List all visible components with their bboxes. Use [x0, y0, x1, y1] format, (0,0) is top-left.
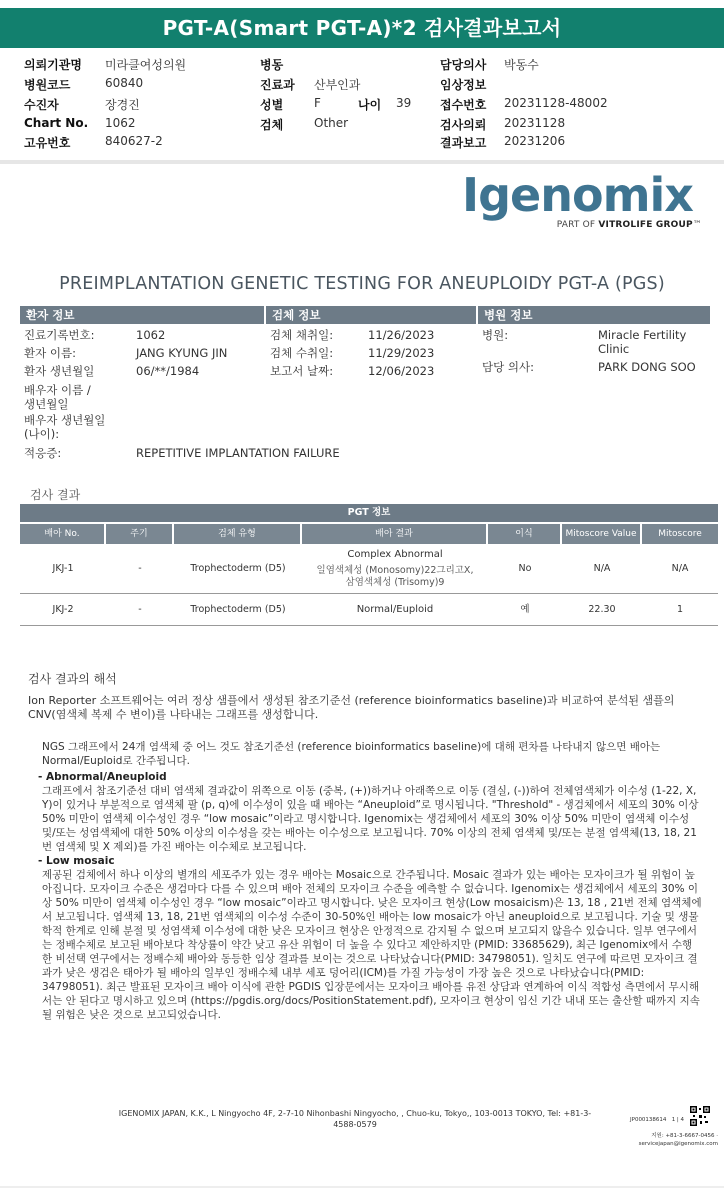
abnormal-heading: - Abnormal/Aneuploid	[38, 771, 167, 783]
sample-report-label: 보고서 날짜:	[270, 364, 334, 378]
logo-wordmark: Igenomix	[462, 168, 693, 222]
logo-sub-suffix: ™	[692, 220, 702, 230]
sex-value: F	[314, 96, 321, 110]
chart-label: Chart No.	[24, 116, 89, 130]
spouse-dob-line2: (나이):	[24, 427, 60, 441]
hospital-name-line2: Clinic	[598, 342, 630, 356]
page-number: 1 | 4	[671, 1117, 685, 1123]
ngs-paragraph: NGS 그래프에서 24개 염색체 중 어느 것도 참조기준선 (reference bioinformatics baseline)에 대해 편차를 나타내지 않으면 배아는 Normal/Euploid로 간주됩니다.	[42, 741, 661, 767]
hospital-name-label: 병원:	[482, 328, 509, 342]
col-embryo: 배아 No.	[20, 524, 106, 544]
hospital-value: 미라클여성의원	[105, 58, 187, 72]
table-caption: PGT 정보	[20, 504, 718, 522]
hospital-name-value	[598, 328, 686, 356]
result-title: Complex Abnormal	[347, 548, 443, 560]
cell-cycle: -	[138, 603, 142, 615]
section-patient: 환자 정보	[20, 306, 264, 324]
report-header	[0, 52, 724, 152]
report-title: PGT-A(Smart PGT-A)*2 검사결과보고서	[0, 8, 724, 48]
section-sample: 검체 정보	[266, 306, 476, 324]
contact-email: servicejapan@igenomix.com	[638, 1141, 718, 1147]
code-value: 60840	[105, 76, 144, 90]
doc-id: JP000138614	[630, 1117, 667, 1123]
table-row	[20, 544, 718, 594]
mosaic-heading: - Low mosaic	[38, 855, 115, 867]
table-row	[20, 594, 718, 626]
specimen-label: 검체	[260, 118, 284, 132]
qr-code-icon	[690, 1106, 710, 1126]
col-type: 검체 유형	[174, 524, 302, 544]
hospital-doctor-value: PARK DONG SOO	[598, 360, 696, 374]
logo-sub-prefix: PART OF	[556, 220, 599, 230]
igenomix-logo	[462, 168, 708, 232]
col-mitoscore-ranking: Mitoscore Ranking	[642, 524, 718, 544]
cell-cycle: -	[138, 562, 142, 574]
results-table	[20, 504, 718, 626]
cell-mitoscore-ranking: 1	[676, 603, 684, 615]
col-cycle: 주기	[106, 524, 174, 544]
clinical-label: 임상정보	[440, 78, 487, 92]
dept-label: 진료과	[260, 78, 295, 92]
dept-value: 산부인과	[314, 78, 361, 92]
cell-type: Trophectoderm (D5)	[190, 603, 286, 615]
record-value: 1062	[136, 328, 166, 342]
spouse-label-line1: 배우자 이름 /	[24, 383, 91, 397]
name-value: JANG KYUNG JIN	[136, 346, 228, 360]
contact-phone: 지원: +81-3-6667-0456 ·	[651, 1133, 718, 1139]
hospital-name-line1: Miracle Fertility	[598, 328, 687, 342]
patient-value: 장경진	[105, 98, 140, 112]
ward-label: 병동	[260, 58, 284, 72]
abnormal-paragraph: 그래프에서 참조기준선 대비 염색체 결과값이 위쪽으로 이동 (중복, (+))하거나 아래쪽으로 이동 (결실, (-))하여 전체염색체가 이수성 (1-22, X, Y)이 있거나 부분적으로 염색체 팔 (p, q)에 이수성이 있을 때 배아는 “Aneuploid”로 명시됩니다. "Threshold" - 생검체에서 세포의 30% 이상 50% 미만이 염색체 이수성인 경우 “low mosaic”이라고 명시합니다. Igenomix는 생검체에서 세포의 30% 이상 50% 미만이 염색체 이수성 및/또는 성염색체에 대한 50% 이상의 이수성을 갖는 배아는 이수성으로 보고됩니다. 70% 이상의 전체 염색체 및/또는 분절 염색체(13, 18, 21 번 염색체 및 X 제외)를 가진 배아는 이수체로 보고됩니다.	[42, 785, 699, 853]
doctor-label: 담당의사	[440, 58, 487, 72]
spouse-dob-label	[24, 413, 105, 441]
received-value: 11/29/2023	[368, 346, 435, 360]
reception-label: 접수번호	[440, 98, 487, 112]
cell-result	[302, 549, 488, 589]
cell-embryo: JKJ-1	[52, 562, 74, 574]
report-date-label: 결과보고	[440, 136, 487, 150]
cell-type: Trophectoderm (D5)	[190, 562, 286, 574]
hospital-doctor-label: 담당 의사:	[482, 360, 534, 374]
dob-label: 환자 생년월일	[24, 364, 95, 378]
footer-contact	[628, 1132, 718, 1148]
cell-mitoscore-value: 22.30	[588, 603, 616, 615]
request-value: 20231128	[504, 116, 566, 130]
cell-embryo: JKJ-2	[52, 603, 74, 615]
hospital-label: 의뢰기관명	[24, 58, 82, 72]
main-title: PREIMPLANTATION GENETIC TESTING FOR ANEUPLOIDY PGT-A (PGS)	[59, 274, 665, 294]
col-result: 배아 결과	[302, 524, 488, 544]
cell-mitoscore-ranking: N/A	[671, 562, 689, 574]
col-transfer: 이식	[488, 524, 562, 544]
sex-label: 성별	[260, 98, 284, 112]
spouse-label	[24, 383, 91, 411]
spouse-dob-line1: 배우자 생년월일	[24, 413, 106, 427]
header-divider	[0, 160, 724, 164]
mosaic-paragraph: 제공된 검체에서 하나 이상의 별개의 세포주가 있는 경우 배아는 Mosaic으로 간주됩니다. Mosaic 결과가 있는 배아는 모자이크가 될 위험이 높아집니다. 모자이크 수준은 생검마다 다를 수 있으며 배아 전체의 모자이크 수준을 예측할 수 없습니다. Igenomix는 생검체에서 세포의 30% 이상 50% 미만이 염색체 이수성인 경우 “low mosaic”이라고 명시합니다. 낮은 모자이크 현상(Low mosaicism)은 13, 18 , 21번 전체 염색체에서 보고됩니다. 염색체 13, 18, 21번 염색체의 이수성 수준이 30-50%인 배아는 low mosaic가 아닌 aneuploid으로 보고됩니다. 기술 및 생물학적 한계로 인해 분절 및 성염색체 이수성에 대한 낮은 모자이크 현상은 안정적으로 감지될 수 없으며 보고되지 않을수 있습니다. 일부 연구에서는 정배수체로 보고된 배아보다 착상률이 약간 낮고 유산 위험이 더 높을 수 있다고 제안하지만 (PMID: 33685629), 최근 Igenomix에서 수행한 비선택 연구에서는 정배수체 배아와 동등한 임상 결과를 보이는 것으로 나타났습니다(PMID: 34798051). 일치도 연구에 따르면 모자이크 결과가 낮은 생검은 태아가 될 배아의 일부인 정배수체 내부 세포 덩어리(ICM)를 가질 가능성이 가장 높은 것으로 나타났습니다(PMID: 34798051). 최근 발표된 모자이크 배아 이식에 관한 PGDIS 입장문에서는 모자이크 배아를 유전 상담과 연계하여 이식 적합성 측면에서 무시해서는 안 된다고 명시하고 있으며 (https://pgdis.org/docs/PositionStatement.pdf), 모자이크 현상이 임신 기간 내내 또는 출산할 때까지 지속될 위험은 낮은 것으로 보고되었습니다.	[42, 869, 702, 1021]
request-label: 검사의뢰	[440, 118, 487, 132]
interpretation-intro: Ion Reporter 소프트웨어는 여러 정상 샘플에서 생성된 참조기준선 (reference bioinformatics baseline)과 비교하여 분석된 샘플의 CNV(염색체 복제 수 변이)를 나타내는 그래프를 생성합니다.	[28, 694, 675, 721]
interpretation-body	[38, 740, 702, 1022]
result-line2: 삼염색체성 (Trisomy)9	[345, 576, 445, 588]
collected-label: 검체 채취일:	[270, 328, 334, 342]
interpretation-title: 검사 결과의 해석	[28, 672, 117, 686]
footer-address: IGENOMIX JAPAN, K.K., L Ningyocho 4F, 2-7-10 Nihonbashi Ningyocho, , Chuo-ku, Tokyo,, 103-0013 TOKYO, Tel: +81-3-4588-0579	[118, 1109, 592, 1129]
name-label: 환자 이름:	[24, 346, 76, 360]
spouse-label-line2: 생년월일	[24, 397, 69, 411]
cell-result: Normal/Euploid	[356, 603, 434, 615]
footer-divider	[0, 1186, 724, 1188]
age-label: 나이	[358, 98, 382, 112]
uid-label: 고유번호	[24, 136, 71, 150]
sample-report-value: 12/06/2023	[368, 364, 435, 378]
dob-value: 06/**/1984	[136, 364, 200, 378]
results-title: 검사 결과	[30, 488, 81, 502]
chart-value: 1062	[105, 116, 136, 130]
logo-subtitle	[557, 220, 702, 230]
cell-transfer: 예	[520, 603, 530, 615]
cell-mitoscore-value: N/A	[593, 562, 611, 574]
report-date-value: 20231206	[504, 134, 566, 148]
uid-value: 840627-2	[105, 134, 163, 148]
indication-value: REPETITIVE IMPLANTATION FAILURE	[136, 446, 340, 460]
result-line1: 일염색체성 (Monosomy)22그리고X,	[316, 564, 474, 576]
patient-label: 수진자	[24, 98, 59, 112]
code-label: 병원코드	[24, 78, 71, 92]
collected-value: 11/26/2023	[368, 328, 435, 342]
footer-doc-id	[630, 1117, 684, 1123]
age-value: 39	[396, 96, 412, 110]
received-label: 검체 수취일:	[270, 346, 334, 360]
specimen-value: Other	[314, 116, 349, 130]
logo-sub-brand: VITROLIFE GROUP	[598, 220, 693, 230]
col-mitoscore-value: Mitoscore Value	[562, 524, 642, 544]
record-label: 진료기록번호:	[24, 328, 95, 342]
cell-transfer: No	[518, 562, 532, 574]
reception-value: 20231128-48002	[504, 96, 608, 110]
section-hospital: 병원 정보	[478, 306, 710, 324]
indication-label: 적응증:	[24, 446, 62, 460]
doctor-value: 박동수	[504, 58, 539, 72]
